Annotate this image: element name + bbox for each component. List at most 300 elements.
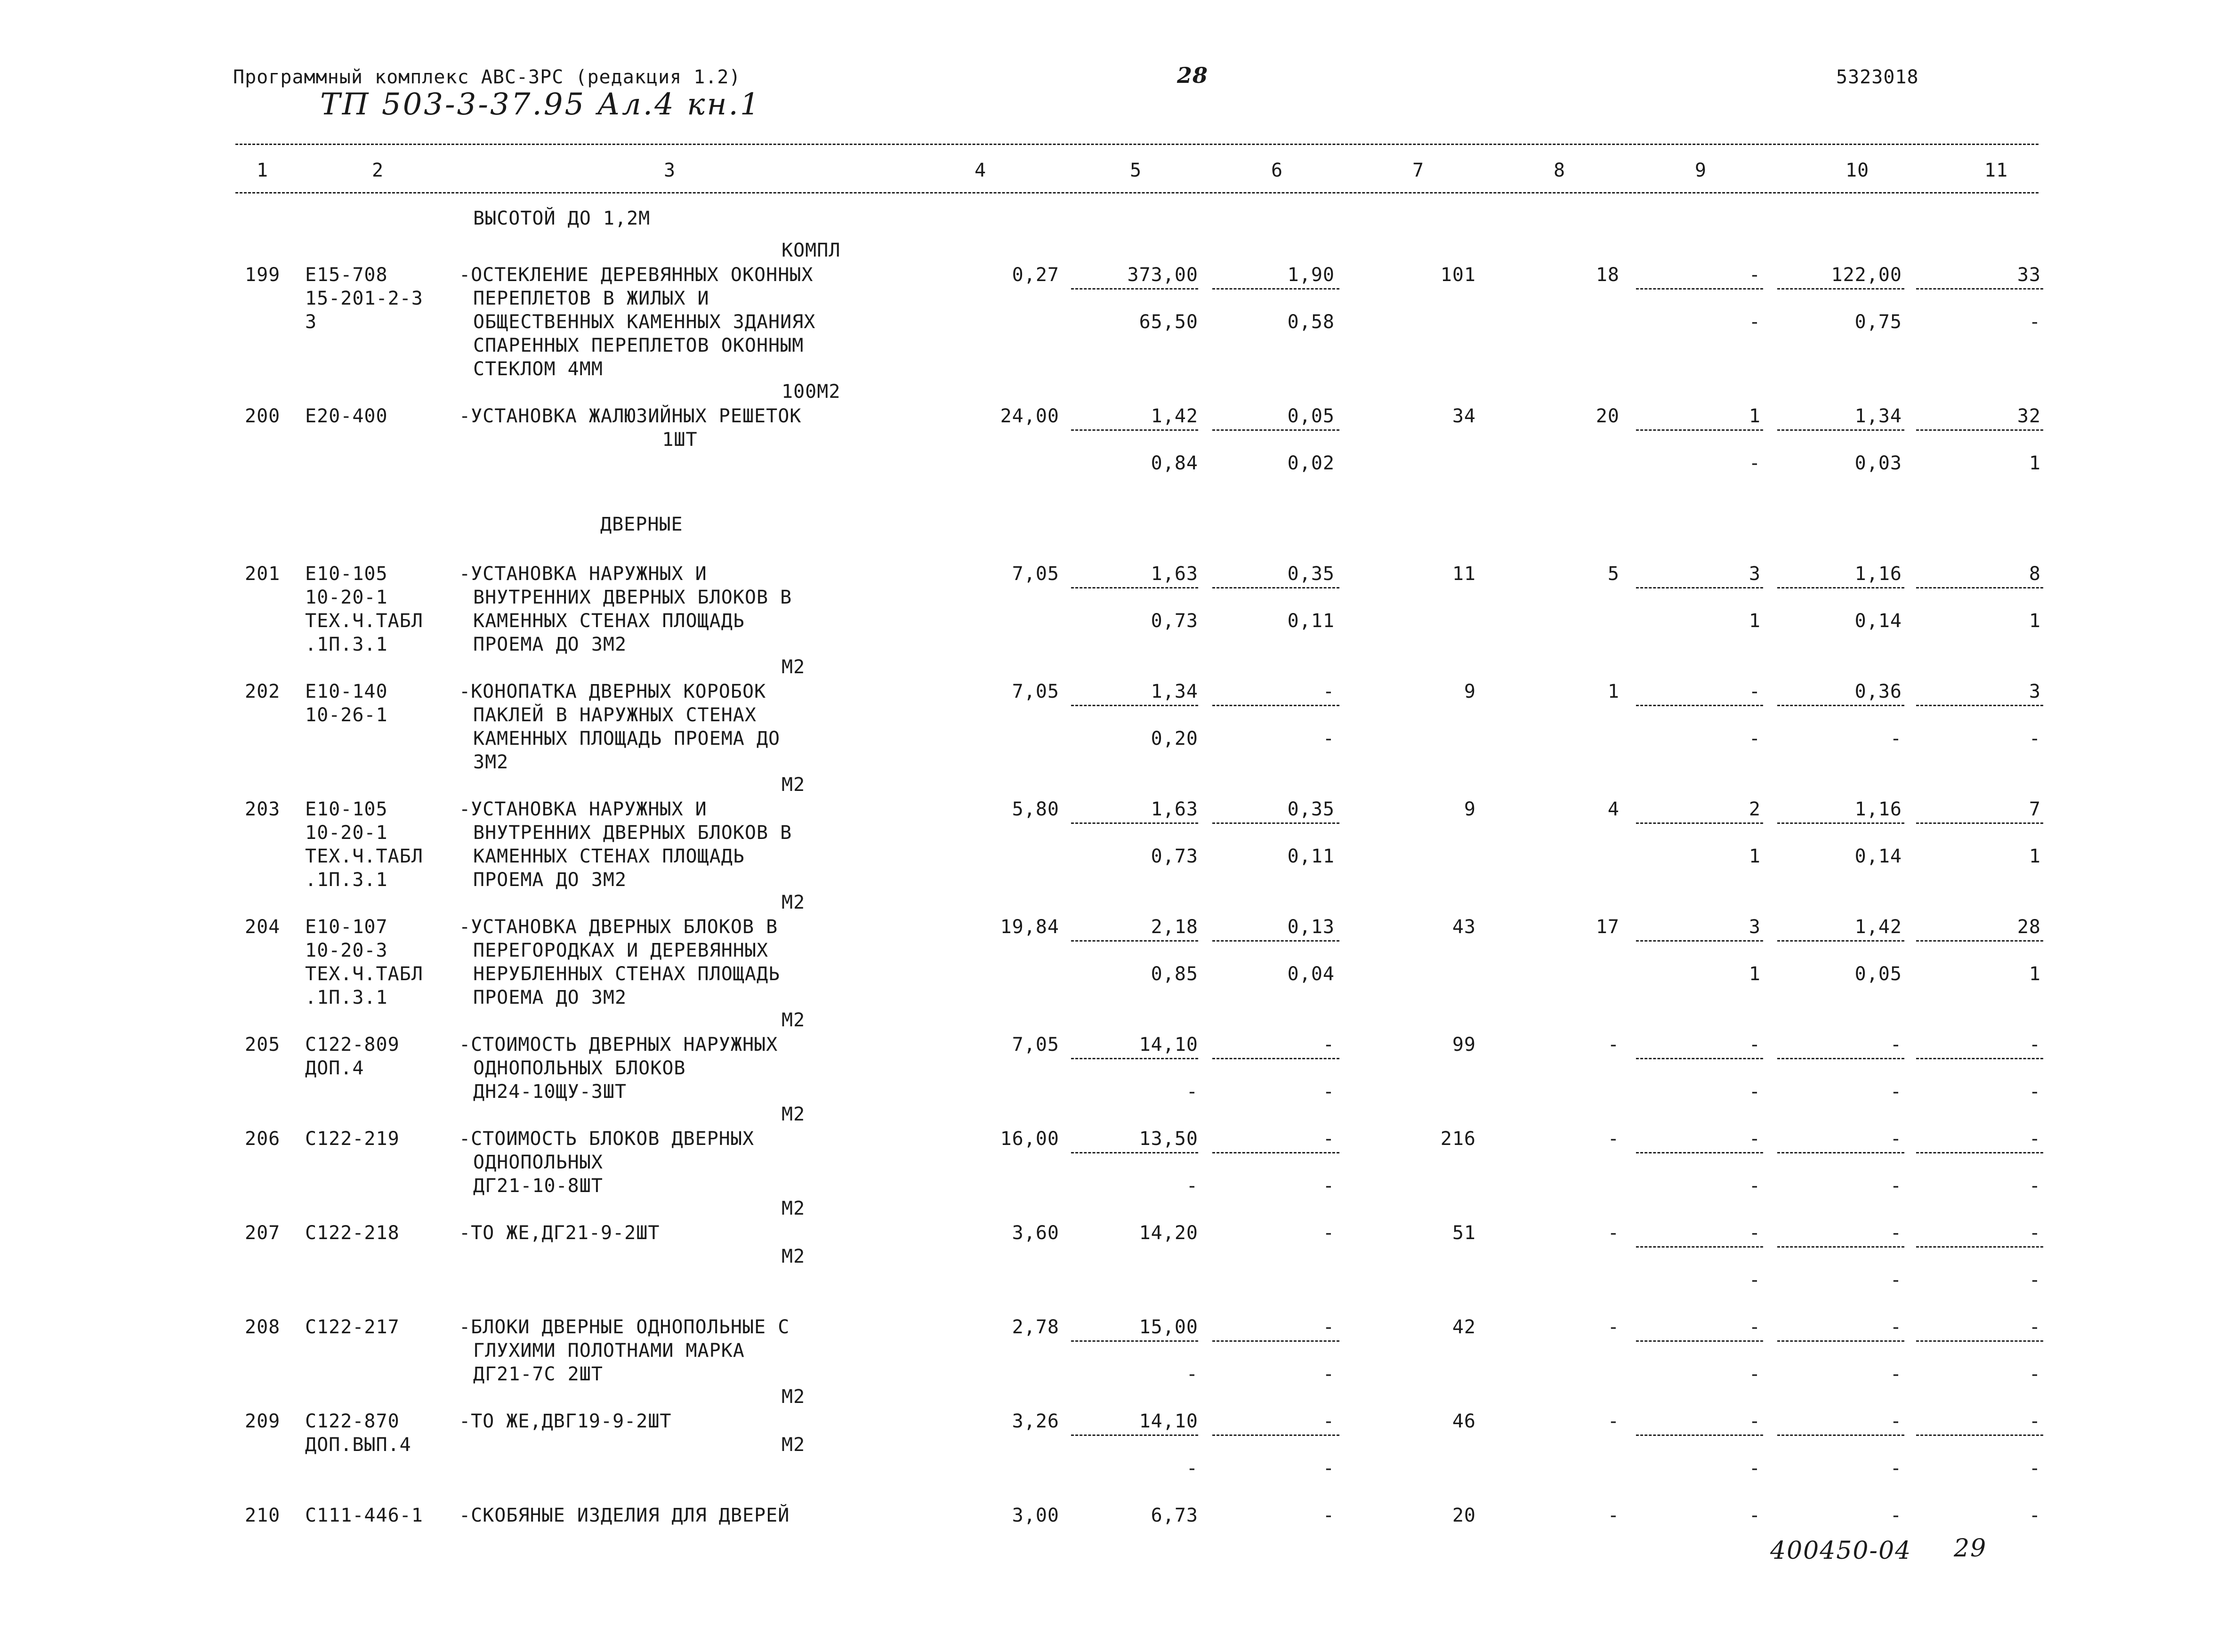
cell-c6-lower: - xyxy=(1322,1363,1335,1385)
work-description: -СТОИМОСТЬ ДВЕРНЫХ НАРУЖНЫХ xyxy=(459,1034,778,1056)
cell-c4: 7,05 xyxy=(1012,563,1059,585)
fraction-rule xyxy=(1916,705,2043,706)
cell-c10-lower: 0,03 xyxy=(1854,452,1902,474)
row-number: 206 xyxy=(245,1128,281,1150)
norm-code: 10-20-1 xyxy=(305,587,388,608)
fraction-rule xyxy=(1212,1058,1339,1059)
fraction-rule xyxy=(1212,1340,1339,1342)
fraction-rule xyxy=(1212,587,1339,588)
norm-code: 10-20-3 xyxy=(305,940,388,961)
cell-c9-lower: 1 xyxy=(1749,610,1761,632)
cell-c11-lower: - xyxy=(2029,311,2041,333)
norm-code: Е20-400 xyxy=(305,405,388,427)
cell-c6: - xyxy=(1322,1410,1335,1432)
fraction-rule xyxy=(1916,940,2043,942)
fraction-rule xyxy=(1916,822,2043,824)
cell-c7: 9 xyxy=(1464,681,1476,702)
cell-c8: 4 xyxy=(1607,798,1620,820)
unit-label: КОМПЛ xyxy=(782,240,841,261)
cell-c4: 19,84 xyxy=(1000,916,1059,938)
cell-c7: 20 xyxy=(1452,1505,1476,1526)
column-header-7: 7 xyxy=(1412,160,1425,181)
cell-c5: 6,73 xyxy=(1151,1505,1198,1526)
cell-c6: - xyxy=(1322,1222,1335,1244)
cell-c9-lower: 1 xyxy=(1749,963,1761,985)
cell-c8: 20 xyxy=(1595,405,1620,427)
cell-c5: 14,10 xyxy=(1139,1034,1198,1056)
cell-c6-lower: 0,11 xyxy=(1287,610,1335,632)
cell-c5-lower: - xyxy=(1186,1175,1198,1197)
fraction-rule xyxy=(1636,822,1763,824)
cell-c10: - xyxy=(1890,1128,1902,1150)
cell-c5: 14,10 xyxy=(1139,1410,1198,1432)
cell-c4: 24,00 xyxy=(1000,405,1059,427)
cell-c9: - xyxy=(1749,681,1761,702)
work-description: -СТОИМОСТЬ БЛОКОВ ДВЕРНЫХ xyxy=(459,1128,755,1150)
cell-c5: 13,50 xyxy=(1139,1128,1198,1150)
row-number: 209 xyxy=(245,1410,281,1432)
fraction-rule xyxy=(1636,1434,1763,1436)
norm-code: .1П.3.1 xyxy=(305,987,388,1008)
column-header-6: 6 xyxy=(1271,160,1283,181)
norm-code: С122-219 xyxy=(305,1128,400,1150)
cell-c4: 7,05 xyxy=(1012,1034,1059,1056)
cell-c10-lower: 0,75 xyxy=(1854,311,1902,333)
fraction-rule xyxy=(1636,587,1763,588)
cell-c11: 3 xyxy=(2029,681,2041,702)
work-description: ОДНОПОЛЬНЫХ xyxy=(473,1152,603,1173)
fraction-rule xyxy=(1636,288,1763,290)
norm-code: Е10-105 xyxy=(305,798,388,820)
column-header-2: 2 xyxy=(372,160,384,181)
cell-c7: 42 xyxy=(1452,1316,1476,1338)
column-header-3: 3 xyxy=(664,160,676,181)
work-description: СТЕКЛОМ 4ММ xyxy=(473,358,603,380)
cell-c10-lower: - xyxy=(1890,1081,1902,1103)
section-continuation: ВЫСОТОЙ ДО 1,2М xyxy=(473,208,651,229)
work-description: ДН24-10ЩУ-3ШТ xyxy=(473,1081,627,1103)
fraction-rule xyxy=(1777,429,1904,431)
norm-code: ТЕХ.Ч.ТАБЛ xyxy=(305,846,423,867)
cell-c10-lower: - xyxy=(1890,1269,1902,1291)
work-description: -УСТАНОВКА НАРУЖНЫХ И xyxy=(459,798,707,820)
norm-code: ТЕХ.Ч.ТАБЛ xyxy=(305,610,423,632)
cell-c8: - xyxy=(1607,1505,1620,1526)
cell-c4: 3,00 xyxy=(1012,1505,1059,1526)
cell-c6-lower: 0,02 xyxy=(1287,452,1335,474)
cell-c11-lower: - xyxy=(2029,1175,2041,1197)
cell-c6-lower: - xyxy=(1322,1458,1335,1479)
cell-c11-lower: - xyxy=(2029,1458,2041,1479)
cell-c10-lower: 0,14 xyxy=(1854,846,1902,867)
fraction-rule xyxy=(1212,822,1339,824)
cell-c11: 33 xyxy=(2017,264,2041,286)
cell-c6: 0,05 xyxy=(1287,405,1335,427)
cell-c6-lower: - xyxy=(1322,1081,1335,1103)
work-description: -ТО ЖЕ,ДВГ19-9-2ШТ xyxy=(459,1410,672,1432)
cell-c5: 1,63 xyxy=(1151,798,1198,820)
norm-code: ТЕХ.Ч.ТАБЛ xyxy=(305,963,423,985)
column-header-9: 9 xyxy=(1695,160,1707,181)
cell-c4: 16,00 xyxy=(1000,1128,1059,1150)
cell-c4: 3,26 xyxy=(1012,1410,1059,1432)
page-number: 28 xyxy=(1177,63,1209,88)
norm-code: С122-218 xyxy=(305,1222,400,1244)
norm-code: Е10-140 xyxy=(305,681,388,702)
cell-c8: 5 xyxy=(1607,563,1620,585)
cell-c9-lower: - xyxy=(1749,1081,1761,1103)
fraction-rule xyxy=(1916,429,2043,431)
cell-c6: - xyxy=(1322,681,1335,702)
fraction-rule xyxy=(1777,1340,1904,1342)
cell-c9: - xyxy=(1749,1316,1761,1338)
cell-c5: 1,63 xyxy=(1151,563,1198,585)
cell-c5: 1,42 xyxy=(1151,405,1198,427)
cell-c9: - xyxy=(1749,1505,1761,1526)
work-description: КАМЕННЫХ СТЕНАХ ПЛОЩАДЬ xyxy=(473,610,745,632)
norm-code: Е10-105 xyxy=(305,563,388,585)
cell-c6-lower: 0,58 xyxy=(1287,311,1335,333)
handwritten-project-ref: ТП 503-3-37.95 Ал.4 кн.1 xyxy=(320,87,761,122)
handwritten-archive-code: 400450-04 xyxy=(1770,1537,1912,1565)
cell-c8: - xyxy=(1607,1222,1620,1244)
cell-c10-lower: - xyxy=(1890,1458,1902,1479)
cell-c6: - xyxy=(1322,1316,1335,1338)
cell-c9-lower: - xyxy=(1749,1175,1761,1197)
norm-code: 3 xyxy=(305,311,317,333)
column-header-11: 11 xyxy=(1984,160,2008,181)
cell-c11: - xyxy=(2029,1410,2041,1432)
fraction-rule xyxy=(1636,1246,1763,1248)
fraction-rule xyxy=(1636,1058,1763,1059)
work-description: ПРОЕМА ДО 3М2 xyxy=(473,869,627,891)
norm-code: .1П.3.1 xyxy=(305,634,388,655)
cell-c10: 122,00 xyxy=(1831,264,1902,286)
cell-c9: - xyxy=(1749,1034,1761,1056)
cell-c10: 0,36 xyxy=(1854,681,1902,702)
cell-c8: 18 xyxy=(1595,264,1620,286)
cell-c11: - xyxy=(2029,1222,2041,1244)
work-description: ДГ21-10-8ШТ xyxy=(473,1175,603,1197)
work-description: 1ШТ xyxy=(473,429,698,451)
cell-c7: 101 xyxy=(1440,264,1476,286)
unit-label: М2 xyxy=(782,774,806,796)
norm-code: 10-26-1 xyxy=(305,704,388,726)
cell-c9: 3 xyxy=(1749,916,1761,938)
row-number: 201 xyxy=(245,563,281,585)
fraction-rule xyxy=(1071,822,1198,824)
cell-c7: 51 xyxy=(1452,1222,1476,1244)
row-number: 203 xyxy=(245,798,281,820)
norm-code: С122-809 xyxy=(305,1034,400,1056)
cell-c11: 8 xyxy=(2029,563,2041,585)
cell-c10-lower: - xyxy=(1890,1363,1902,1385)
cell-c9-lower: - xyxy=(1749,728,1761,749)
cell-c11-lower: 1 xyxy=(2029,452,2041,474)
cell-c5-lower: 65,50 xyxy=(1139,311,1198,333)
fraction-rule xyxy=(1636,705,1763,706)
fraction-rule xyxy=(1916,1434,2043,1436)
norm-code: ДОП.4 xyxy=(305,1057,364,1079)
unit-label: М2 xyxy=(782,656,806,678)
fraction-rule xyxy=(1071,288,1198,290)
cell-c9-lower: - xyxy=(1749,1269,1761,1291)
handwritten-page-number: 29 xyxy=(1954,1534,1987,1563)
cell-c11: - xyxy=(2029,1128,2041,1150)
cell-c5-lower: 0,73 xyxy=(1151,846,1198,867)
cell-c6-lower: 0,04 xyxy=(1287,963,1335,985)
cell-c6: 1,90 xyxy=(1287,264,1335,286)
cell-c10: - xyxy=(1890,1222,1902,1244)
unit-label: М2 xyxy=(782,892,806,913)
fraction-rule xyxy=(1071,1340,1198,1342)
fraction-rule xyxy=(1777,822,1904,824)
cell-c8: - xyxy=(1607,1316,1620,1338)
cell-c9: 2 xyxy=(1749,798,1761,820)
fraction-rule xyxy=(1071,705,1198,706)
cell-c11-lower: - xyxy=(2029,1363,2041,1385)
fraction-rule xyxy=(1071,587,1198,588)
fraction-rule xyxy=(1777,587,1904,588)
cell-c10: 1,16 xyxy=(1854,563,1902,585)
norm-code: С122-217 xyxy=(305,1316,400,1338)
fraction-rule xyxy=(1916,1246,2043,1248)
cell-c9: - xyxy=(1749,1128,1761,1150)
norm-code: 15-201-2-3 xyxy=(305,288,423,309)
fraction-rule xyxy=(1212,1434,1339,1436)
work-description: ОБЩЕСТВЕННЫХ КАМЕННЫХ ЗДАНИЯХ xyxy=(473,311,816,333)
cell-c9: - xyxy=(1749,264,1761,286)
cell-c5-lower: - xyxy=(1186,1363,1198,1385)
cell-c5: 15,00 xyxy=(1139,1316,1198,1338)
cell-c6: 0,35 xyxy=(1287,563,1335,585)
unit-label: М2 xyxy=(782,1009,806,1031)
cell-c6-lower: 0,11 xyxy=(1287,846,1335,867)
row-number: 208 xyxy=(245,1316,281,1338)
norm-code: С111-446-1 xyxy=(305,1505,423,1526)
row-number: 207 xyxy=(245,1222,281,1244)
cell-c6: - xyxy=(1322,1128,1335,1150)
fraction-rule xyxy=(1636,940,1763,942)
program-title: Программный комплекс АВС-3РС (редакция 1.2) xyxy=(233,66,741,88)
section-title-doors: ДВЕРНЫЕ xyxy=(600,514,683,535)
cell-c10-lower: - xyxy=(1890,728,1902,749)
work-description: -УСТАНОВКА ДВЕРНЫХ БЛОКОВ В xyxy=(459,916,778,938)
cell-c5-lower: 0,73 xyxy=(1151,610,1198,632)
cell-c11-lower: 1 xyxy=(2029,610,2041,632)
work-description: СПАРЕННЫХ ПЕРЕПЛЕТОВ ОКОННЫМ xyxy=(473,335,804,356)
cell-c10: - xyxy=(1890,1410,1902,1432)
work-description: ПРОЕМА ДО 3М2 xyxy=(473,987,627,1008)
cell-c7: 11 xyxy=(1452,563,1476,585)
row-number: 202 xyxy=(245,681,281,702)
cell-c10: 1,34 xyxy=(1854,405,1902,427)
cell-c10-lower: - xyxy=(1890,1175,1902,1197)
cell-c9-lower: - xyxy=(1749,1363,1761,1385)
work-description: КАМЕННЫХ ПЛОЩАДЬ ПРОЕМА ДО xyxy=(473,728,781,749)
fraction-rule xyxy=(1777,1152,1904,1153)
cell-c7: 46 xyxy=(1452,1410,1476,1432)
work-description: ГЛУХИМИ ПОЛОТНАМИ МАРКА xyxy=(473,1340,745,1362)
cell-c5-lower: 0,20 xyxy=(1151,728,1198,749)
fraction-rule xyxy=(1212,288,1339,290)
fraction-rule xyxy=(1777,1246,1904,1248)
fraction-rule xyxy=(1071,1152,1198,1153)
cell-c4: 7,05 xyxy=(1012,681,1059,702)
fraction-rule xyxy=(1916,1058,2043,1059)
cell-c8: 1 xyxy=(1607,681,1620,702)
cell-c5-lower: 0,84 xyxy=(1151,452,1198,474)
work-description: ОДНОПОЛЬНЫХ БЛОКОВ xyxy=(473,1057,686,1079)
cell-c7: 43 xyxy=(1452,916,1476,938)
cell-c5-lower: - xyxy=(1186,1458,1198,1479)
cell-c10: - xyxy=(1890,1034,1902,1056)
cell-c6: - xyxy=(1322,1034,1335,1056)
cell-c11-lower: 1 xyxy=(2029,846,2041,867)
work-description: ПАКЛЕЙ В НАРУЖНЫХ СТЕНАХ xyxy=(473,704,757,726)
cell-c5: 2,18 xyxy=(1151,916,1198,938)
work-description: -УСТАНОВКА НАРУЖНЫХ И xyxy=(459,563,707,585)
cell-c10: 1,16 xyxy=(1854,798,1902,820)
cell-c5: 373,00 xyxy=(1127,264,1198,286)
norm-code: Е10-107 xyxy=(305,916,388,938)
unit-label: М2 xyxy=(782,1198,806,1219)
cell-c8: - xyxy=(1607,1128,1620,1150)
work-description: ВНУТРЕННИХ ДВЕРНЫХ БЛОКОВ В xyxy=(473,822,792,844)
fraction-rule xyxy=(1071,1434,1198,1436)
unit-label: М2 xyxy=(782,1104,806,1125)
cell-c11: 28 xyxy=(2017,916,2041,938)
cell-c9-lower: - xyxy=(1749,1458,1761,1479)
cell-c10: - xyxy=(1890,1505,1902,1526)
fraction-rule xyxy=(1636,429,1763,431)
row-number: 204 xyxy=(245,916,281,938)
cell-c9: 1 xyxy=(1749,405,1761,427)
cell-c11: - xyxy=(2029,1034,2041,1056)
column-header-8: 8 xyxy=(1554,160,1566,181)
norm-code: 10-20-1 xyxy=(305,822,388,844)
work-description: ВНУТРЕННИХ ДВЕРНЫХ БЛОКОВ В xyxy=(473,587,792,608)
work-description: ПЕРЕГОРОДКАХ И ДЕРЕВЯННЫХ xyxy=(473,940,769,961)
cell-c9: 3 xyxy=(1749,563,1761,585)
cell-c10-lower: 0,14 xyxy=(1854,610,1902,632)
cell-c4: 2,78 xyxy=(1012,1316,1059,1338)
cell-c9: - xyxy=(1749,1222,1761,1244)
work-description: НЕРУБЛЕННЫХ СТЕНАХ ПЛОЩАДЬ xyxy=(473,963,781,985)
table-top-rule xyxy=(235,144,2039,145)
cell-c4: 3,60 xyxy=(1012,1222,1059,1244)
column-header-rule xyxy=(235,192,2039,193)
cell-c7: 216 xyxy=(1440,1128,1476,1150)
cell-c6-lower: - xyxy=(1322,728,1335,749)
work-description: -ОСТЕКЛЕНИЕ ДЕРЕВЯННЫХ ОКОННЫХ xyxy=(459,264,814,286)
fraction-rule xyxy=(1212,429,1339,431)
cell-c5-lower: 0,85 xyxy=(1151,963,1198,985)
cell-c6-lower: - xyxy=(1322,1175,1335,1197)
cell-c5: 1,34 xyxy=(1151,681,1198,702)
cell-c10-lower: 0,05 xyxy=(1854,963,1902,985)
fraction-rule xyxy=(1071,429,1198,431)
cell-c7: 99 xyxy=(1452,1034,1476,1056)
unit-label: М2 xyxy=(782,1246,806,1267)
cell-c6: 0,35 xyxy=(1287,798,1335,820)
fraction-rule xyxy=(1071,1058,1198,1059)
cell-c9-lower: - xyxy=(1749,452,1761,474)
cell-c9-lower: 1 xyxy=(1749,846,1761,867)
fraction-rule xyxy=(1777,940,1904,942)
work-description: ПРОЕМА ДО 3М2 xyxy=(473,634,627,655)
work-description: -УСТАНОВКА ЖАЛЮЗИЙНЫХ РЕШЕТОК xyxy=(459,405,802,427)
unit-label: М2 xyxy=(782,1434,806,1456)
row-number: 200 xyxy=(245,405,281,427)
fraction-rule xyxy=(1212,1152,1339,1153)
cell-c11: - xyxy=(2029,1316,2041,1338)
cell-c8: 17 xyxy=(1595,916,1620,938)
norm-code: ДОП.ВЫП.4 xyxy=(305,1434,411,1456)
fraction-rule xyxy=(1777,1434,1904,1436)
norm-code: Е15-708 xyxy=(305,264,388,286)
cell-c11-lower: - xyxy=(2029,1081,2041,1103)
work-description: ПЕРЕПЛЕТОВ В ЖИЛЫХ И xyxy=(473,288,709,309)
document-number: 5323018 xyxy=(1836,66,1919,88)
cell-c7: 9 xyxy=(1464,798,1476,820)
fraction-rule xyxy=(1777,705,1904,706)
row-number: 210 xyxy=(245,1505,281,1526)
fraction-rule xyxy=(1777,1058,1904,1059)
column-header-4: 4 xyxy=(975,160,987,181)
cell-c9: - xyxy=(1749,1410,1761,1432)
unit-label: 100М2 xyxy=(782,381,841,403)
cell-c11-lower: - xyxy=(2029,728,2041,749)
fraction-rule xyxy=(1636,1152,1763,1153)
fraction-rule xyxy=(1212,705,1339,706)
unit-label: М2 xyxy=(782,1386,806,1408)
cell-c4: 0,27 xyxy=(1012,264,1059,286)
cell-c10: - xyxy=(1890,1316,1902,1338)
column-header-5: 5 xyxy=(1130,160,1142,181)
work-description: -КОНОПАТКА ДВЕРНЫХ КОРОБОК xyxy=(459,681,766,702)
work-description: 3М2 xyxy=(473,751,509,773)
norm-code: С122-870 xyxy=(305,1410,400,1432)
column-header-1: 1 xyxy=(257,160,269,181)
fraction-rule xyxy=(1916,288,2043,290)
work-description: -СКОБЯНЫЕ ИЗДЕЛИЯ ДЛЯ ДВЕРЕЙ xyxy=(459,1505,790,1526)
cell-c10: 1,42 xyxy=(1854,916,1902,938)
fraction-rule xyxy=(1212,940,1339,942)
cell-c11: 32 xyxy=(2017,405,2041,427)
cell-c11: 7 xyxy=(2029,798,2041,820)
row-number: 205 xyxy=(245,1034,281,1056)
fraction-rule xyxy=(1777,288,1904,290)
fraction-rule xyxy=(1916,1340,2043,1342)
cell-c6: - xyxy=(1322,1505,1335,1526)
fraction-rule xyxy=(1071,940,1198,942)
column-header-10: 10 xyxy=(1845,160,1869,181)
fraction-rule xyxy=(1916,587,2043,588)
cell-c11-lower: - xyxy=(2029,1269,2041,1291)
cell-c11: - xyxy=(2029,1505,2041,1526)
fraction-rule xyxy=(1636,1340,1763,1342)
cell-c11-lower: 1 xyxy=(2029,963,2041,985)
cell-c6: 0,13 xyxy=(1287,916,1335,938)
cell-c8: - xyxy=(1607,1410,1620,1432)
row-number: 199 xyxy=(245,264,281,286)
cell-c5-lower: - xyxy=(1186,1081,1198,1103)
cell-c7: 34 xyxy=(1452,405,1476,427)
work-description: -ТО ЖЕ,ДГ21-9-2ШТ xyxy=(459,1222,660,1244)
norm-code: .1П.3.1 xyxy=(305,869,388,891)
work-description: ДГ21-7С 2ШТ xyxy=(473,1363,603,1385)
